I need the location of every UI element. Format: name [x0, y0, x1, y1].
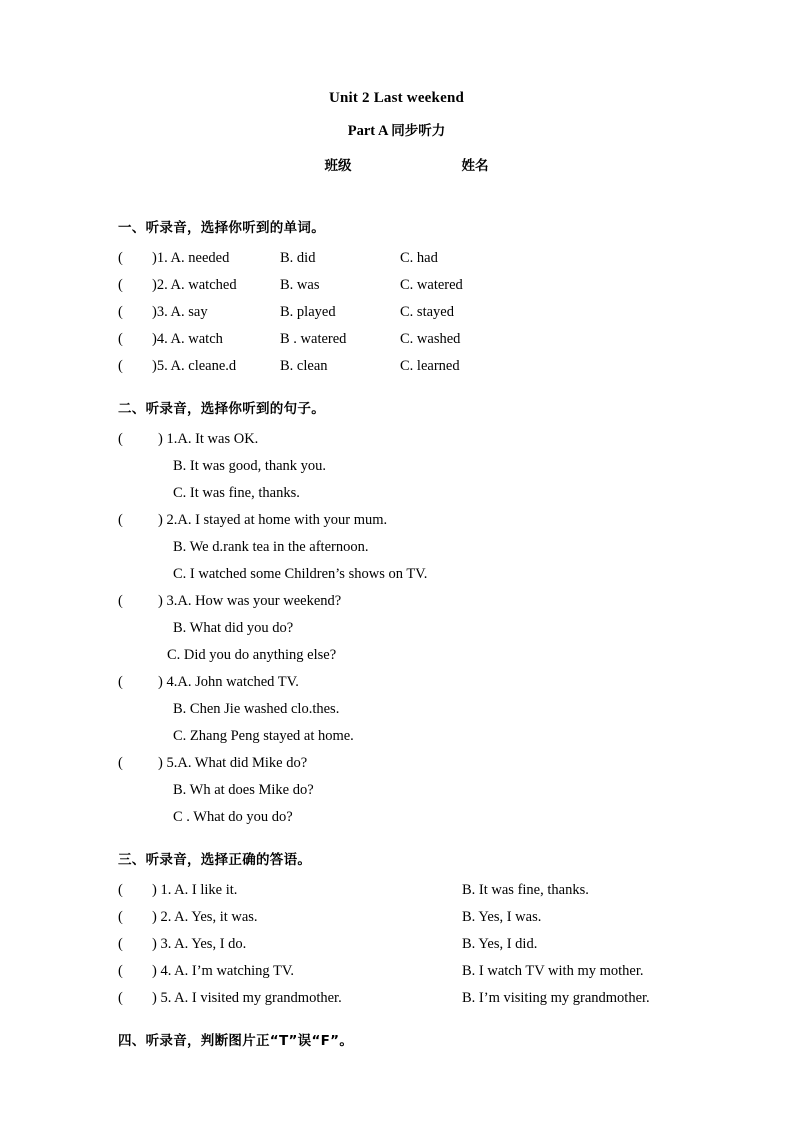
section-two [118, 397, 675, 831]
question-row[interactable] [118, 299, 675, 326]
option-a[interactable]: A. What did Mike do? [177, 755, 308, 771]
section-two-heading: 二、听录音，选择你听到的句子。 [118, 401, 325, 417]
question-row[interactable] [118, 588, 675, 615]
option-b[interactable]: B. played [280, 304, 336, 320]
section-one-heading: 一、听录音，选择你听到的单词。 [118, 220, 325, 236]
answer-blank[interactable]: ( [118, 331, 123, 347]
section-three-heading: 三、听录音，选择正确的答语。 [118, 852, 312, 868]
question-number: )3. [152, 304, 168, 320]
answer-blank[interactable]: ( [118, 909, 134, 925]
option-c[interactable]: C. watered [400, 277, 463, 293]
option-b[interactable]: B. What did you do? [173, 620, 294, 636]
answer-blank[interactable]: ( [118, 882, 134, 898]
answer-blank[interactable]: ( [118, 512, 134, 528]
page-subtitle [118, 119, 675, 140]
question-number: )4. [152, 331, 168, 347]
question-number: ) 5. [158, 755, 178, 771]
option-a[interactable]: A. It was OK. [177, 431, 259, 447]
answer-blank[interactable]: ( [118, 755, 134, 771]
section-one [118, 216, 675, 380]
option-b[interactable]: B . watered [280, 331, 347, 347]
option-c[interactable]: C. stayed [400, 304, 454, 320]
question-row[interactable] [118, 507, 675, 534]
option-a-text: A. cleane.d [170, 358, 237, 374]
option-a-text: A. Yes, it was. [174, 909, 258, 925]
question-number: ) 5. [152, 990, 172, 1006]
option-b[interactable]: B. I watch TV with my mother. [462, 963, 644, 979]
question-number: ) 4. [158, 674, 178, 690]
option-b[interactable]: B. was [280, 277, 320, 293]
option-a-text: A. I’m watching TV. [174, 963, 295, 979]
part-label: Part A [347, 123, 388, 139]
question-number: ) 3. [152, 936, 172, 952]
class-label: 班级 [324, 158, 352, 174]
option-c[interactable]: C. Did you do anything else? [167, 647, 337, 663]
question-row[interactable] [118, 985, 675, 1012]
option-a[interactable] [152, 904, 462, 931]
answer-blank[interactable]: ( [118, 990, 134, 1006]
option-b[interactable]: B. Yes, I was. [462, 909, 542, 925]
option-a[interactable] [152, 272, 280, 299]
question-row[interactable] [118, 958, 675, 985]
option-c[interactable]: C. learned [400, 358, 460, 374]
question-row[interactable] [118, 931, 675, 958]
option-a[interactable] [152, 353, 280, 380]
question-number: ) 2. [158, 512, 178, 528]
section-four-heading: 四、听录音，判断图片正“T”误“F”。 [118, 1033, 354, 1049]
option-a[interactable] [152, 326, 280, 353]
option-a-text: A. say [170, 304, 208, 320]
page-title: Unit 2 Last weekend [328, 90, 465, 106]
question-number: )1. [152, 250, 168, 266]
option-a-text: A. I like it. [174, 882, 238, 898]
question-number: ) 3. [158, 593, 178, 609]
question-number: ) 4. [152, 963, 172, 979]
question-row[interactable] [118, 904, 675, 931]
name-label: 姓名 [461, 158, 489, 174]
option-a[interactable]: A. John watched TV. [177, 674, 299, 690]
option-a[interactable]: A. How was your weekend? [177, 593, 342, 609]
option-a-text: A. watch [170, 331, 223, 347]
option-b[interactable]: B. Yes, I did. [462, 936, 538, 952]
question-number: )2. [152, 277, 168, 293]
answer-blank[interactable]: ( [118, 277, 123, 293]
answer-blank[interactable]: ( [118, 674, 134, 690]
student-info-line [118, 154, 675, 174]
question-row[interactable] [118, 245, 675, 272]
option-a[interactable] [152, 931, 462, 958]
option-b[interactable]: B. clean [280, 358, 328, 374]
question-row[interactable] [118, 669, 675, 696]
section-four [118, 1029, 675, 1049]
option-a-text: A. I visited my grandmother. [174, 990, 342, 1006]
option-a-text: A. Yes, I do. [174, 936, 247, 952]
part-label-cn: 同步听力 [391, 123, 446, 139]
option-a[interactable] [152, 299, 280, 326]
option-c[interactable]: C. It was fine, thanks. [173, 485, 300, 501]
option-b[interactable]: B. It was good, thank you. [173, 458, 327, 474]
question-row[interactable] [118, 326, 675, 353]
question-number: ) 1. [158, 431, 178, 447]
question-row[interactable] [118, 272, 675, 299]
option-a[interactable] [152, 245, 280, 272]
question-number: )5. [152, 358, 168, 374]
option-c[interactable]: C. I watched some Children’s shows on TV. [173, 566, 428, 582]
answer-blank[interactable]: ( [118, 936, 134, 952]
option-b[interactable]: B. Wh at does Mike do? [173, 782, 314, 798]
option-a[interactable] [152, 877, 462, 904]
option-a[interactable]: A. I stayed at home with your mum. [177, 512, 388, 528]
option-c[interactable]: C. washed [400, 331, 461, 347]
option-b[interactable]: B. Chen Jie washed clo.thes. [173, 701, 340, 717]
option-c[interactable]: C . What do you do? [173, 809, 293, 825]
question-number: ) 1. [152, 882, 172, 898]
question-row[interactable] [118, 877, 675, 904]
answer-blank[interactable]: ( [118, 250, 123, 266]
option-b[interactable]: B. did [280, 250, 316, 266]
option-c[interactable]: C. had [400, 250, 438, 266]
question-row[interactable] [118, 750, 675, 777]
question-number: ) 2. [152, 909, 172, 925]
option-b[interactable]: B. It was fine, thanks. [462, 882, 589, 898]
answer-blank[interactable]: ( [118, 431, 134, 447]
option-a-text: A. watched [170, 277, 237, 293]
answer-blank[interactable]: ( [118, 358, 123, 374]
question-row[interactable] [118, 353, 675, 380]
option-a[interactable] [152, 958, 462, 985]
answer-blank[interactable]: ( [118, 304, 123, 320]
option-a[interactable] [152, 985, 462, 1012]
option-c[interactable]: C. Zhang Peng stayed at home. [173, 728, 354, 744]
option-b[interactable]: B. We d.rank tea in the afternoon. [173, 539, 369, 555]
answer-blank[interactable]: ( [118, 963, 134, 979]
option-a-text: A. needed [170, 250, 230, 266]
section-three [118, 848, 675, 1012]
option-b[interactable]: B. I’m visiting my grandmother. [462, 990, 650, 1006]
question-row[interactable] [118, 426, 675, 453]
answer-blank[interactable]: ( [118, 593, 134, 609]
